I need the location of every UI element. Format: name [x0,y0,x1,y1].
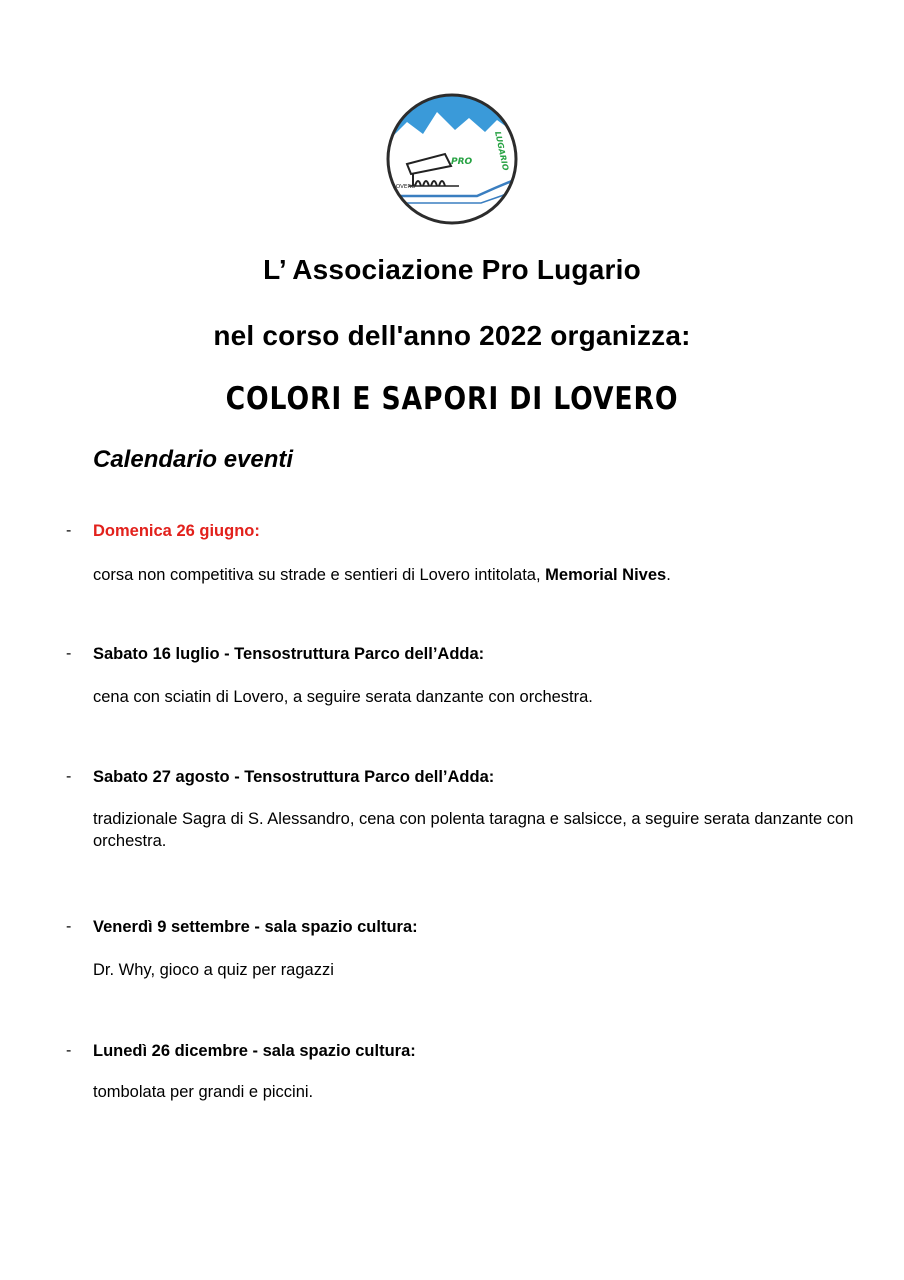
bullet-dash: - [66,522,72,539]
event-heading: Domenica 26 giugno: [93,522,260,540]
pro-lugario-logo [385,92,519,226]
svg-text:LOVERO: LOVERO [393,184,416,190]
svg-text:LUGARIO: LUGARIO [493,130,511,172]
event-heading: Venerdì 9 settembre - sala spazio cultura: [93,918,418,936]
header-line-1: L’ Associazione Pro Lugario [263,254,641,285]
event-description-end: . [666,566,671,584]
bullet-dash: - [66,768,72,785]
event-heading: Sabato 16 luglio - Tensostruttura Parco dell’Adda: [93,645,485,663]
event-description-highlight: Memorial Nives [545,566,667,584]
event-title: COLORI E SAPORI DI LOVERO [225,381,679,417]
event-description [93,564,873,586]
event-description: cena con sciatin di Lovero, a seguire serata danzante con orchestra. [93,688,593,706]
event-description-text: corsa non competitiva su strade e sentieri di Lovero intitolata, [93,566,546,584]
event-heading: Lunedì 26 dicembre - sala spazio cultura: [93,1042,416,1060]
event-heading: Sabato 27 agosto - Tensostruttura Parco dell’Adda: [93,768,495,786]
event-description: Dr. Why, gioco a quiz per ragazzi [93,961,334,979]
event-description: tradizionale Sagra di S. Alessandro, cena con polenta taragna e salsicce, a seguire serata danzante con orchestra. [93,810,854,850]
event-description: tombolata per grandi e piccini. [93,1083,314,1101]
bullet-dash: - [66,1042,72,1059]
svg-text:PRO: PRO [451,157,473,167]
bullet-dash: - [66,645,72,662]
calendar-heading: Calendario eventi [93,446,294,473]
bullet-dash: - [66,918,72,935]
header-line-2: nel corso dell'anno 2022 organizza: [213,320,691,351]
